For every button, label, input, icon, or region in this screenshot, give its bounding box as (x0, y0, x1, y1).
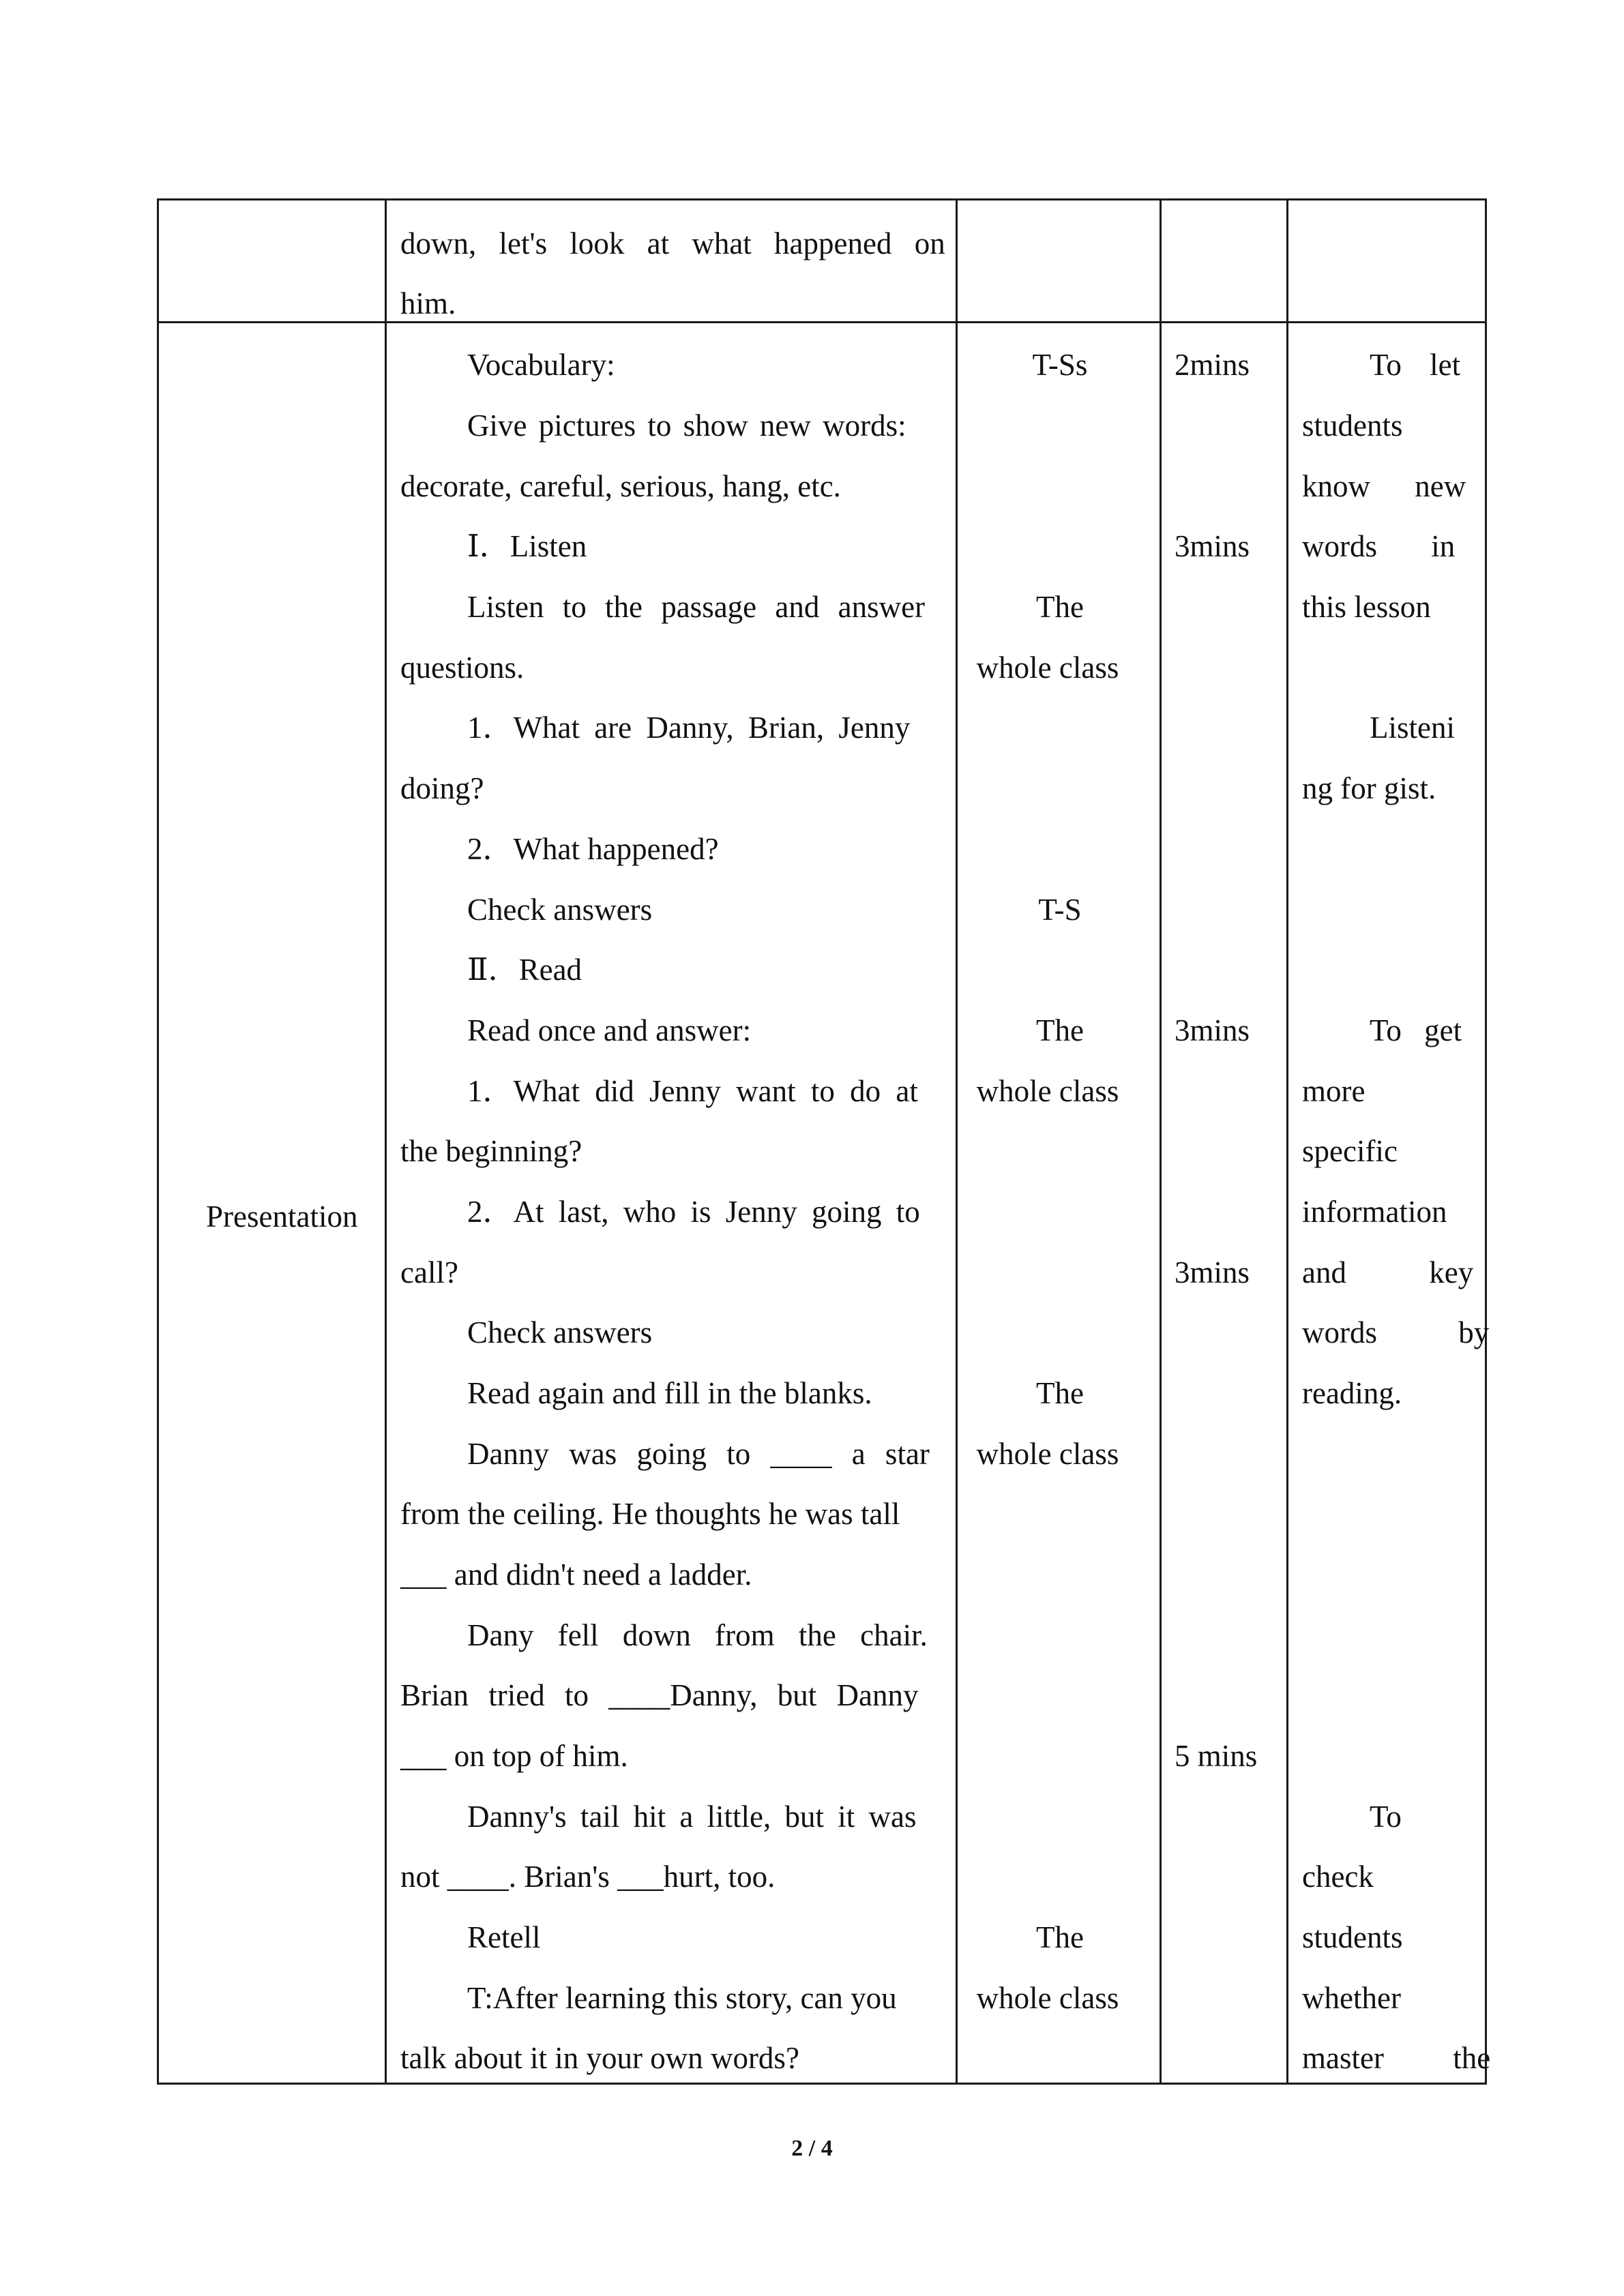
interaction-label: whole class (976, 651, 1119, 685)
page-number: 2 / 4 (791, 2136, 833, 2161)
purpose-line: students (1302, 408, 1403, 443)
interaction-label: whole class (976, 1981, 1119, 2015)
activity-line: Brian tried to ____Danny, but Danny (400, 1678, 919, 1712)
activity-line: from the ceiling. He thoughts he was tall (400, 1497, 900, 1531)
time-label: 2mins (1175, 348, 1250, 382)
purpose-line: To let (1370, 348, 1461, 382)
purpose-line: words by (1302, 1315, 1490, 1350)
activity-line: Dany fell down from the chair. (467, 1618, 928, 1652)
table-border-col3 (1160, 198, 1162, 2085)
interaction-label: The (1036, 1920, 1084, 1954)
purpose-line: specific (1302, 1134, 1398, 1168)
interaction-label: The (1036, 1376, 1084, 1410)
activity-line: 2．What happened? (467, 832, 719, 866)
activity-line: 2．At last, who is Jenny going to (467, 1195, 920, 1229)
activity-line: Ⅱ．Read (467, 953, 582, 987)
activity-line: Check answers (467, 893, 653, 927)
activity-line: ___ on top of him. (400, 1739, 628, 1773)
purpose-line: ng for gist. (1302, 771, 1436, 805)
activity-line: Read once and answer: (467, 1013, 752, 1047)
interaction-label: The (1036, 1013, 1084, 1047)
interaction-label: whole class (976, 1437, 1119, 1471)
activity-line: Listen to the passage and answer (467, 590, 926, 624)
purpose-line: To get (1370, 1013, 1462, 1047)
time-label: 3mins (1175, 1013, 1250, 1047)
purpose-line: whether (1302, 1981, 1401, 2015)
activity-text-line: him. (400, 286, 456, 320)
table-border-right (1485, 198, 1487, 2085)
activity-line: questions. (400, 651, 525, 685)
activity-line: talk about it in your own words? (400, 2041, 799, 2075)
activity-line: Ⅰ．Listen (467, 529, 587, 563)
interaction-label: T-Ss (1032, 348, 1088, 382)
purpose-line: master the (1302, 2041, 1491, 2075)
activity-line: Retell (467, 1920, 541, 1954)
time-label: 3mins (1175, 1255, 1250, 1289)
activity-line: Danny's tail hit a little, but it was (467, 1800, 917, 1834)
activity-text-line: down, let's look at what happened on (400, 226, 945, 260)
purpose-line: this lesson (1302, 590, 1431, 624)
purpose-line: know new (1302, 469, 1466, 503)
interaction-label: whole class (976, 1074, 1119, 1108)
time-label: 3mins (1175, 529, 1250, 563)
purpose-line: and key (1302, 1255, 1474, 1289)
activity-line: Vocabulary: (467, 348, 615, 382)
activity-line: T:After learning this story, can you (467, 1981, 897, 2015)
activity-line: 1．What did Jenny want to do at (467, 1074, 918, 1108)
activity-line: the beginning? (400, 1134, 582, 1168)
activity-line: decorate, careful, serious, hang, etc. (400, 469, 841, 503)
activity-line: Give pictures to show new words: (467, 408, 906, 443)
purpose-line: reading. (1302, 1376, 1402, 1410)
purpose-line: information (1302, 1195, 1447, 1229)
time-label: 5 mins (1175, 1739, 1258, 1773)
purpose-line: more (1302, 1074, 1365, 1108)
table-row-divider (157, 321, 1487, 323)
table-border-col1 (385, 198, 387, 2085)
table-border-col4 (1286, 198, 1288, 2085)
interaction-label: T-S (1038, 893, 1082, 927)
table-border-col2 (956, 198, 958, 2085)
activity-line: call? (400, 1255, 458, 1289)
activity-line: 1．What are Danny, Brian, Jenny (467, 711, 911, 745)
purpose-line: To (1370, 1800, 1402, 1834)
activity-line: doing? (400, 771, 484, 805)
stage-label: Presentation (206, 1199, 358, 1234)
table-border-top (157, 198, 1487, 200)
interaction-label: The (1036, 590, 1084, 624)
purpose-line: students (1302, 1920, 1403, 1954)
table-border-left (157, 198, 159, 2085)
purpose-line: Listeni (1370, 711, 1455, 745)
activity-line: Read again and fill in the blanks. (467, 1376, 872, 1410)
activity-line: Danny was going to ____ a star (467, 1437, 930, 1471)
table-border-bottom (157, 2083, 1487, 2085)
purpose-line: check (1302, 1860, 1374, 1894)
activity-line: not ____. Brian's ___hurt, too. (400, 1860, 776, 1894)
purpose-line: words in (1302, 529, 1456, 563)
activity-line: Check answers (467, 1315, 653, 1350)
activity-line: ___ and didn't need a ladder. (400, 1557, 752, 1592)
